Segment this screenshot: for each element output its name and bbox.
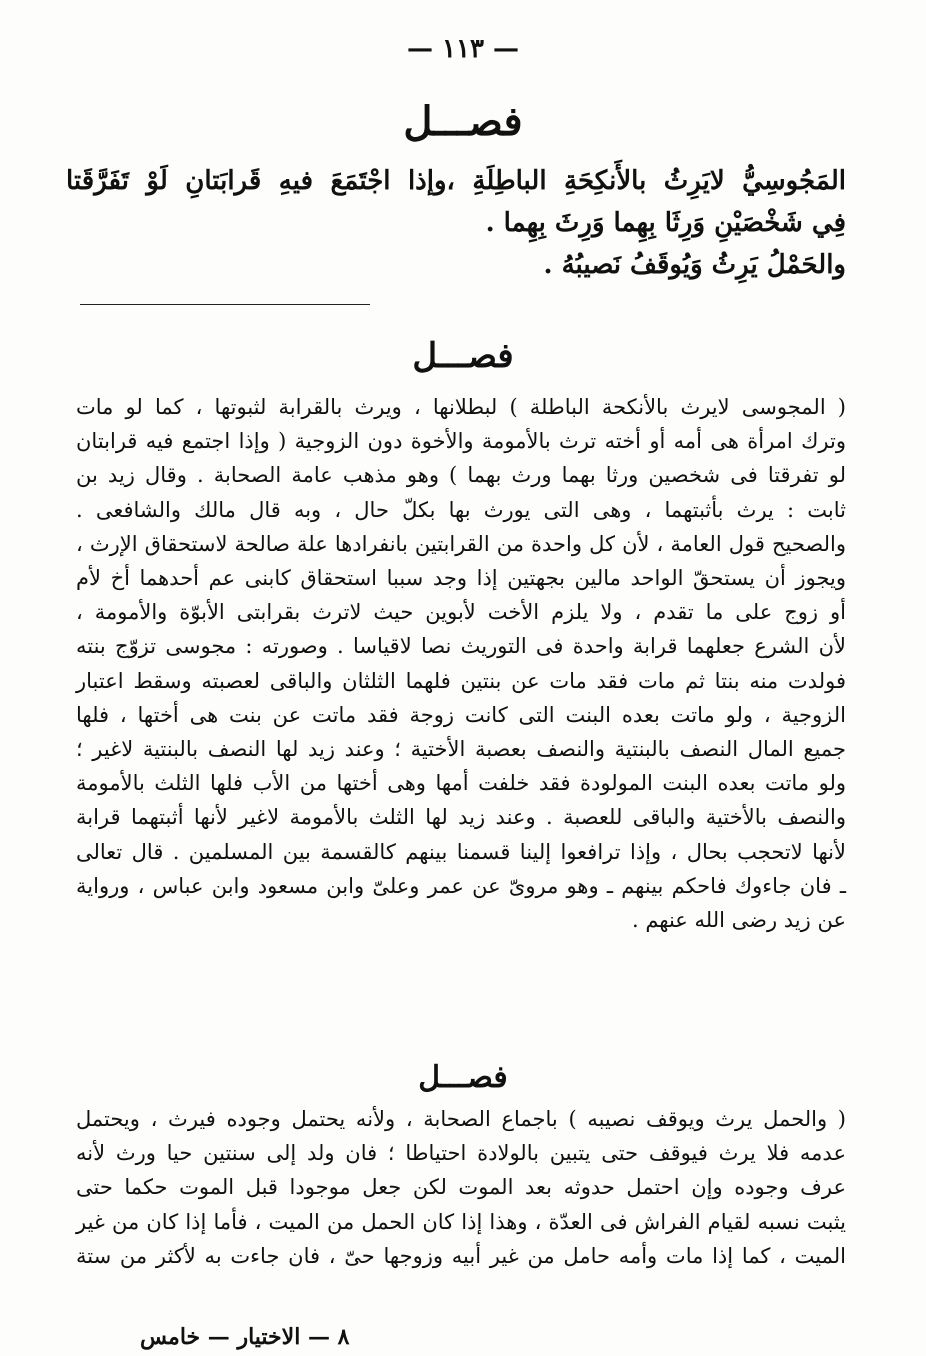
text-line: الميت ، كما إذا مات وأمه حامل من غير أبيه وزوجها حىّ ، فان جاءت به لأكثر من ستة [76,1243,846,1268]
divider-line [80,304,370,305]
section-heading-2: فصـــل [412,336,514,376]
matn-line: فِي شَخْصَيْنِ وَرِثَا بِهِما وَرِثَ بِهِما . [485,208,846,238]
matn-line: والحَمْلُ يَرِثُ وَيُوقَفُ نَصيبُهُ . [543,250,846,280]
text-line: والنصف بالأختية والباقى للعصبة . وعند زيد لها الثلث بالأمومة لاغير لأنها أثبتهما قرابة [76,805,846,830]
section-heading-3: فصـــل [418,1060,508,1095]
matn-line: المَجُوسِيُّ لايَرِثُ بالأَنكِحَةِ الباطِلَةِ ،وإذا اجْتَمَعَ فيهِ قَرابَتانِ لَوْ تَفَرَّقَتا [66,166,846,196]
text-line: أو زوج على ما تقدم ، ولا يلزم الأخت لأبوين حيث لاترث بقرابتى الأبوّة والأمومة ، [76,600,846,625]
text-line: لأنها لاتحجب بحال ، وإذا ترافعوا إلينا قسمنا بينهم كالقسمة بين المسلمين . قال تعالى [76,839,846,864]
section-heading-1: فصـــل [403,98,523,145]
text-line: والصحيح قول العامة ، لأن كل واحدة من القرابتين بانفرادها علة صالحة لاستحقاق الإرث ، [76,531,846,556]
text-line: ويجوز أن يستحقّ الواحد مالين بجهتين إذا وجد سببا استحقاق كابنى عم أحدهما أخ لأم [76,566,846,591]
text-line: جميع المال النصف بالبنتية والنصف بعصبة الأختية ؛ وعند زيد لها النصف بالبنتية لاغير ؛ [76,737,846,762]
text-line: الزوجية ، ولو ماتت بعده البنت التى كانت زوجة فقد ماتت عن بنت هى أختها ، فلها [76,702,846,727]
text-line: عدمه فلا يرث فيوقف حتى يتبين بالولادة احتياطا ؛ فان ولد إلى سنتين حيا ورث لأنه [76,1141,846,1166]
text-line: ـ فان جاءوك فاحكم بينهم ـ وهو مروىّ عن عمر وعلىّ وابن مسعود وابن عباس ، ورواية [76,873,846,898]
page-number: — ١١٣ — [406,34,520,64]
text-line: عرف وجوده وإن احتمل حدوثه بعد الموت لكن جعل موجودا قبل الموت حكما حتى [76,1175,846,1200]
commentary-paragraph-1 [76,390,846,937]
text-line: ( والحمل يرث ويوقف نصيبه ) باجماع الصحابة ، ولأنه يحتمل وجوده فيرث ، ويحتمل [76,1107,846,1131]
text-line: ( المجوسى لايرث بالأنكحة الباطلة ) لبطلانها ، ويرث بالقرابة لثبوتها ، كما لو مات [76,395,846,419]
text-line: ثابت : يرث بأثبتهما ، وهى التى يورث بها بكلّ حال ، وبه قال مالك والشافعى . [76,497,846,522]
page-footer: ٨ — الاختيار — خامس [140,1324,350,1350]
text-line: عن زيد رضى الله عنهم . [631,908,846,933]
text-line: وترك امرأة هى أمه أو أخته ترث بالأمومة والأخوة دون الزوجية ( وإذا اجتمع فيه قرابتان [76,429,846,454]
matn-text [66,160,846,286]
text-line: يثبت نسبه لقيام الفراش فى العدّة ، وهذا إذا كان الحمل من الميت ، فأما إذا كان من غير [76,1209,846,1234]
text-line: فولدت منه بنتا ثم مات فقد مات عن بنتين فلهما الثلثان والباقى لعصبته وسقط اعتبار [76,668,846,693]
commentary-paragraph-2 [76,1102,846,1273]
text-line: لو تفرقتا فى شخصين ورثا بهما ورث بهما ) وهو مذهب عامة الصحابة . وقال زيد بن [76,463,846,488]
text-line: ولو ماتت بعده البنت المولودة فقد خلفت أمها وهى أختها من الأب فلها الثلث بالأمومة [76,771,846,796]
text-line: لأن الشرع جعلهما قرابة واحدة فى التوريث نصا لاقياسا . وصورته : مجوسى تزوّج بنته [76,634,846,659]
